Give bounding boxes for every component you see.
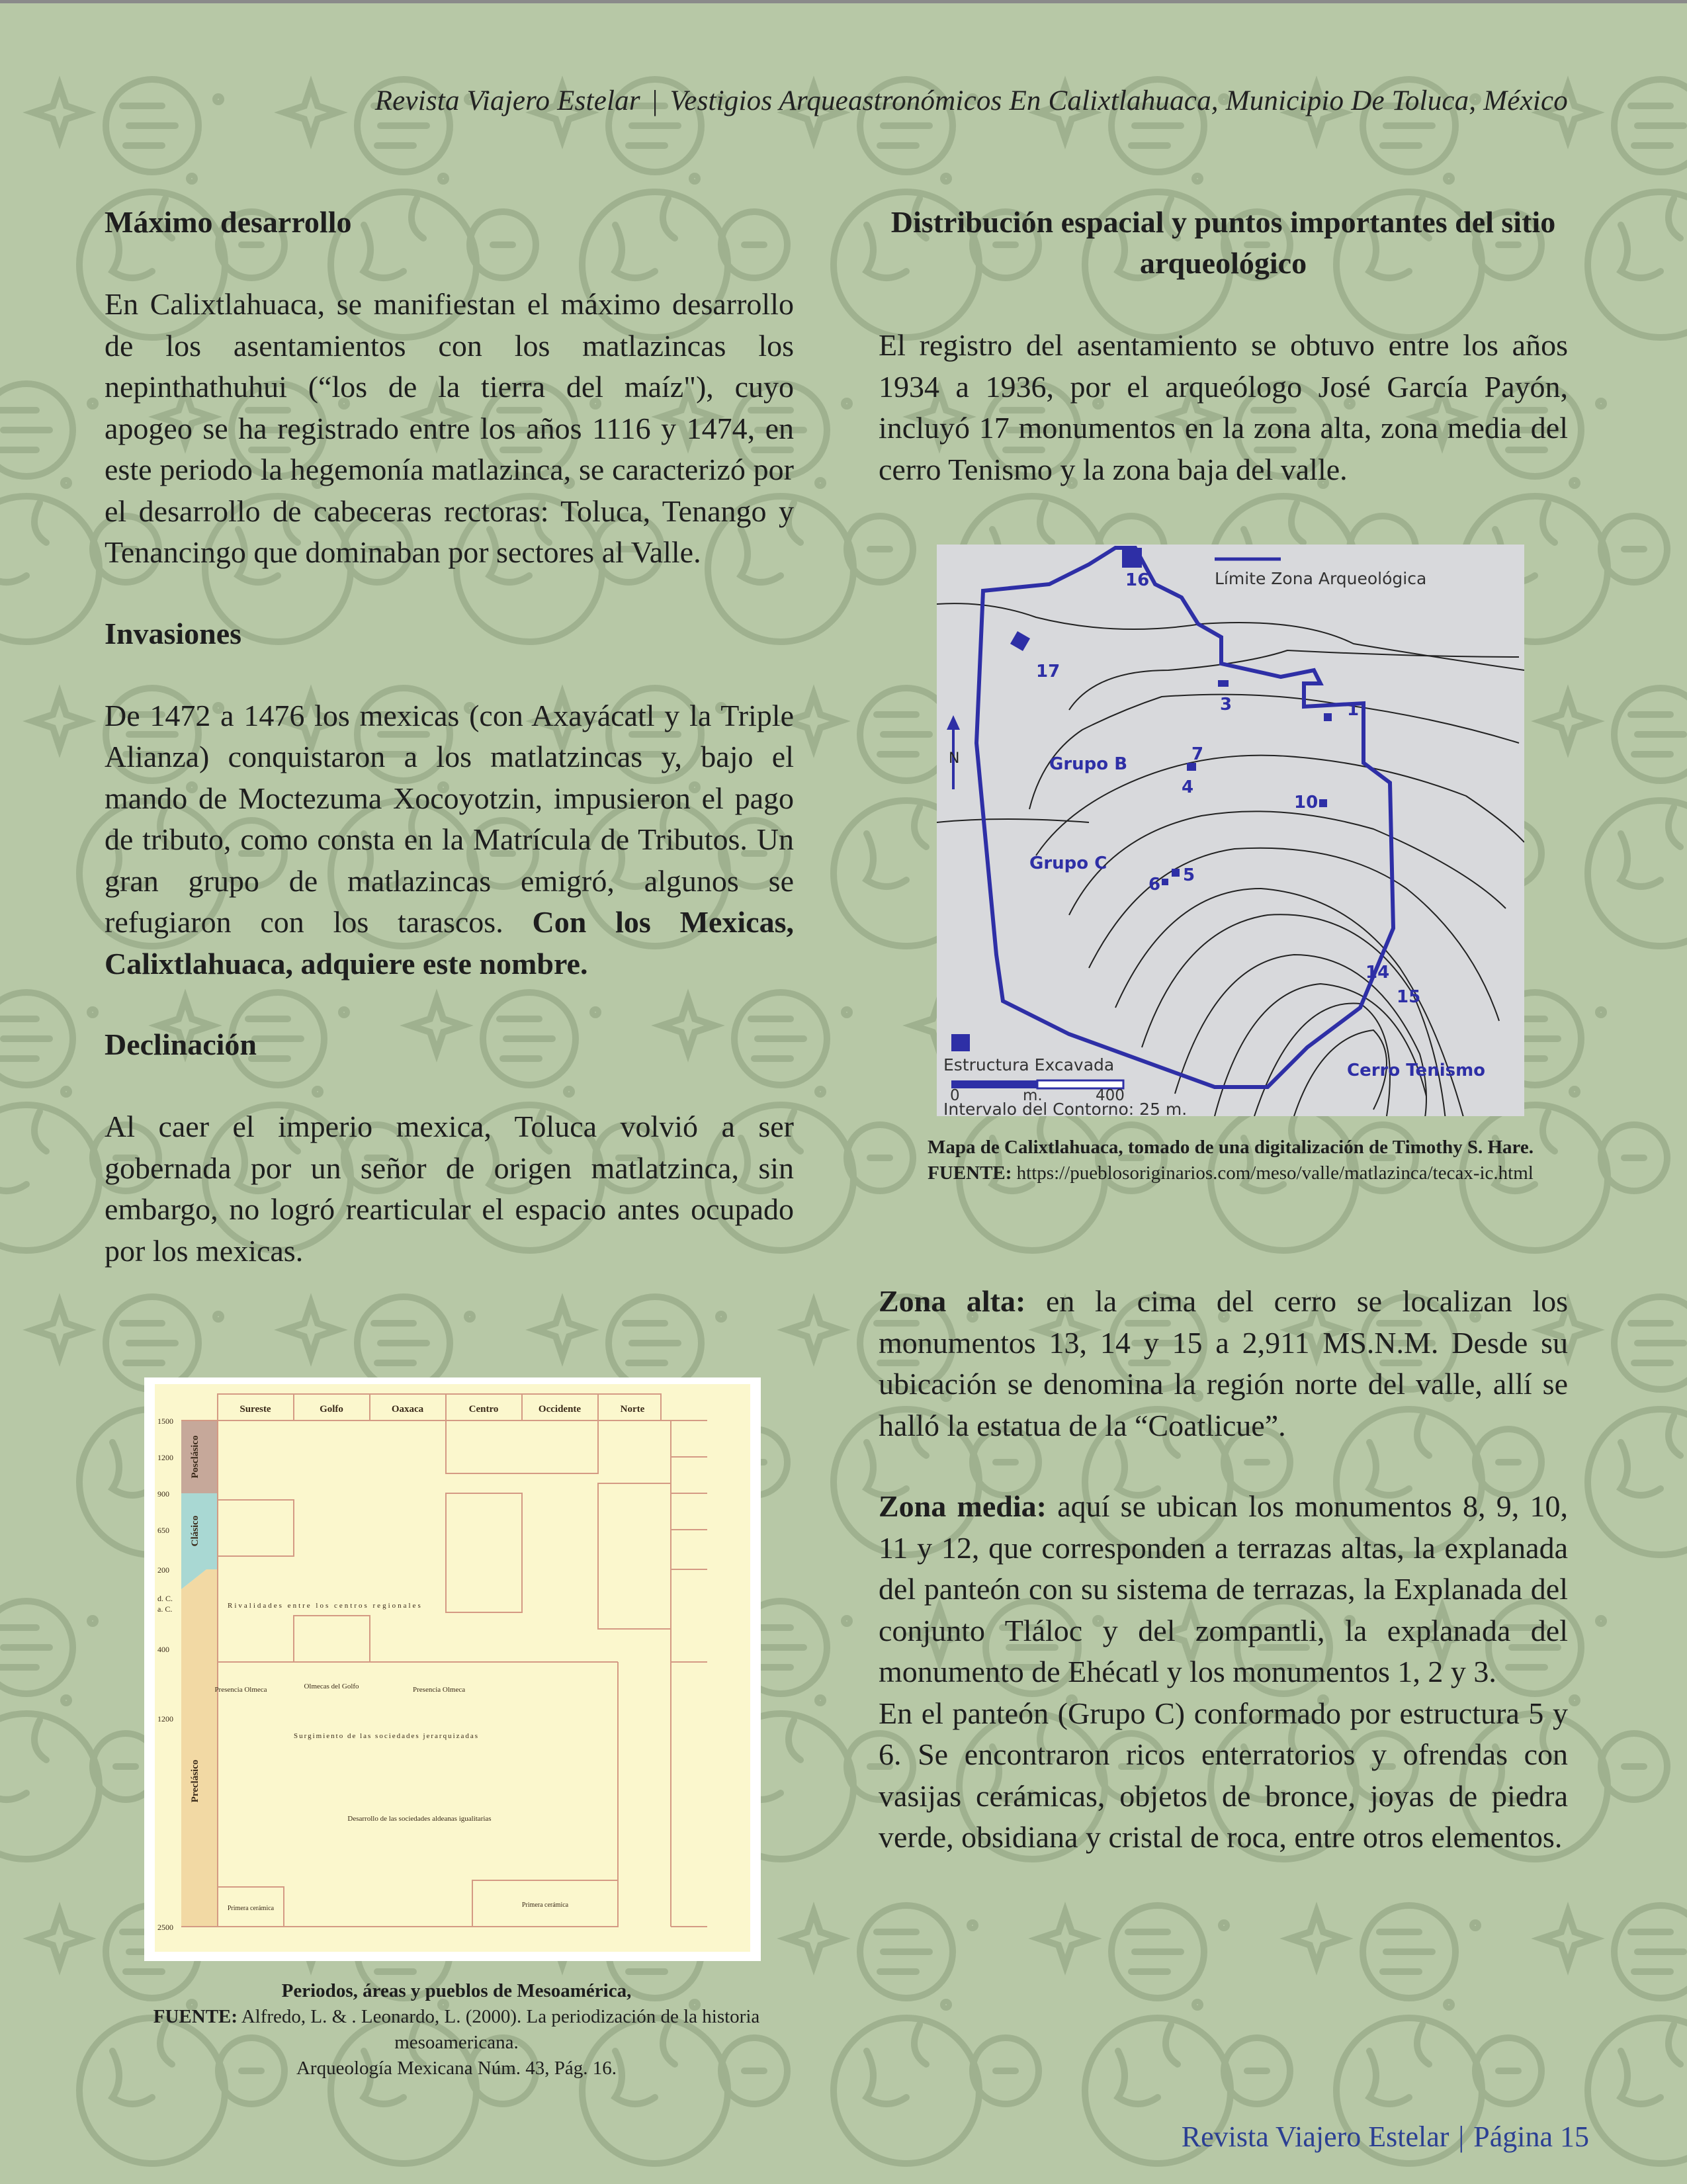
- paragraph-zona-alta: [879, 1281, 1568, 1446]
- paragraph-distribucion: El registro del asentamiento se obtuvo entre los años 1934 a 1936, por el arqueólogo José García Payón, incluyó 17 monumentos en la zona alta, zona media del cerro Tenismo y la zona baja del valle.: [879, 328, 1568, 486]
- legend-structure-marker: [951, 1034, 970, 1051]
- zona-media-label: Zona media:: [879, 1489, 1047, 1523]
- section-heading-invasiones: Invasiones: [105, 616, 242, 650]
- footer-separator: |: [1458, 2120, 1465, 2153]
- chart-col-sureste: Sureste: [239, 1404, 271, 1415]
- chart-tick-650: 650: [157, 1526, 169, 1535]
- north-arrow-head: [947, 715, 960, 730]
- map-label-7: 7: [1191, 744, 1204, 764]
- period-bar-preclasico: [181, 1569, 206, 1927]
- map-label-15: 15: [1397, 987, 1421, 1007]
- monument-marker: [1010, 631, 1030, 651]
- periods-chart-svg: [155, 1384, 750, 1952]
- figure-caption-periods: [126, 1978, 787, 2081]
- zona-alta-text: en la cima del cerro se localizan los monumentos 13, 14 y 15 a 2,911 MS.N.M. Desde su ubicación se denomina la región norte del valle, allí se halló la estatua de la “Coatlicue”.: [879, 1284, 1568, 1442]
- chart-tick-900: 900: [157, 1489, 169, 1499]
- monument-marker: [1324, 713, 1332, 721]
- right-column: [879, 202, 1568, 490]
- chart-tick-dc: d. C.: [157, 1594, 173, 1603]
- caption-source-periods: FUENTE: Alfredo, L. & . Leonardo, L. (2000). La periodización de la historia mesoamericana.: [153, 2006, 760, 2053]
- chart-tick-2500: 2500: [157, 1923, 173, 1932]
- map-label-17: 17: [1036, 662, 1060, 681]
- invasiones-text: De 1472 a 1476 los mexicas (con Axayácatl y la Triple Alianza) conquistaron a los matlatzincas y, bajo el mando de Moctezuma Xocoyotzin, impusieron el pago de tributo, como consta en la Matrícula de Tributos. Un gran grupo de matlazincas emigró, algunos se refugiaron con los tarascos.: [105, 698, 794, 939]
- chart-tick-1200-bc: 1200: [157, 1714, 173, 1724]
- paragraph-panteon: En el panteón (Grupo C) conformado por estructura 5 y 6. Se encontraron ricos enterratorios y ofrendas con vasijas cerámicas, objetos de bronce, joyas de piedra verde, obsidiana y cristal de roca, entre otros elementos.: [879, 1696, 1568, 1854]
- chart-label-desarrollo: Desarrollo de las sociedades aldeanas igualitarias: [347, 1815, 492, 1823]
- paragraph-maximo-desarrollo: En Calixtlahuaca, se manifiestan el máximo desarrollo de los asentamientos con los matlazincas los nepinthathuhui (“los de la tierra del maíz"), cuyo apogeo se ha registrado entre los años 1116 y 1474, en este periodo la hegemonía matlazinca, se caracterizó por el desarrollo de cabeceras rectoras: Toluca, Tenango y Tenancingo que dominaban por sectores al Valle.: [105, 287, 794, 569]
- header-magazine-name: Revista Viajero Estelar: [374, 85, 640, 116]
- map-label-5: 5: [1183, 865, 1195, 885]
- header-article-title: Vestigios Arqueastronómicos En Calixtlahuaca, Municipio De Toluca, México: [670, 85, 1568, 116]
- chart-label-presencia-olmeca-left: Presencia Olmeca: [214, 1686, 267, 1694]
- map-label-14: 14: [1365, 963, 1390, 983]
- map-label-6: 6: [1148, 875, 1161, 895]
- map-boundary-line: [976, 548, 1393, 1087]
- figure-mesoamerica-periods: [144, 1377, 761, 1961]
- chart-tick-400: 400: [157, 1645, 169, 1654]
- section-heading-distribucion: Distribución espacial y puntos importantes del sitio arqueológico: [890, 205, 1556, 280]
- caption-title-periods: Periodos, áreas y pueblos de Mesoamérica,: [281, 1980, 632, 2001]
- monument-marker: [1122, 548, 1142, 568]
- map-scale-end: 400: [1096, 1087, 1125, 1104]
- monument-marker: [1162, 879, 1168, 885]
- zona-media-text: aquí se ubican los monumentos 8, 9, 10, 11 y 12, que corresponden a terrazas altas, la explanada del panteón con su sistema de terrazas, la Explanada del conjunto Tláloc y del zompantli, la explanada del monumento de Ehécatl y los monumentos 1, 2 y 3.: [879, 1489, 1568, 1688]
- chart-tick-1200: 1200: [157, 1453, 173, 1462]
- map-label-4: 4: [1182, 777, 1194, 797]
- map-legend-limit: Límite Zona Arqueológica: [1215, 569, 1427, 588]
- monument-marker: [1319, 799, 1327, 807]
- map-label-1: 1: [1347, 700, 1360, 720]
- chart-label-surgimiento: Surgimiento de las sociedades jerarquizadas: [294, 1732, 480, 1740]
- chart-period-posclasico: Posclásico: [190, 1435, 200, 1479]
- chart-period-preclasico: Preclásico: [190, 1759, 200, 1803]
- right-column-zones: [879, 1281, 1568, 1858]
- left-column: [105, 202, 794, 1272]
- chart-label-rivalidades: Rivalidades entre los centros regionales: [228, 1602, 423, 1610]
- chart-label-primera-ceramica-right: Primera cerámica: [521, 1901, 569, 1909]
- header-separator: |: [652, 85, 658, 116]
- invasiones-bold-text: Con los Mexicas, Calixtlahuaca, adquiere este nombre.: [105, 905, 795, 981]
- monument-marker: [1218, 680, 1229, 687]
- map-label-10: 10: [1294, 793, 1319, 812]
- chart-col-golfo: Golfo: [320, 1404, 343, 1415]
- map-contour-interval: Intervalo del Contorno: 25 m.: [943, 1100, 1188, 1116]
- paragraph-declinacion: Al caer el imperio mexica, Toluca volvió a ser gobernada por un señor de origen matlatzinca, sin embargo, no logró rearticular el espacio antes ocupado por los mexicas.: [105, 1110, 794, 1268]
- chart-label-olmecas-golfo: Olmecas del Golfo: [304, 1682, 359, 1690]
- section-heading-maximo-desarrollo: Máximo desarrollo: [105, 205, 352, 239]
- paragraph-zona-media: [879, 1486, 1568, 1693]
- map-svg: [937, 545, 1524, 1116]
- figure-caption-map: [887, 1135, 1575, 1186]
- chart-label-presencia-olmeca-right: Presencia Olmeca: [413, 1686, 466, 1694]
- caption-title-map: Mapa de Calixtlahuaca, tomado de una digitalización de Timothy S. Hare.: [928, 1137, 1534, 1158]
- chart-col-centro: Centro: [468, 1404, 499, 1415]
- map-label-3: 3: [1220, 695, 1233, 715]
- caption-ref-periods: Arqueología Mexicana Núm. 43, Pág. 16.: [296, 2058, 617, 2079]
- paragraph-invasiones: [105, 695, 794, 985]
- zona-alta-label: Zona alta:: [879, 1284, 1026, 1318]
- monument-marker: [1172, 869, 1180, 877]
- section-heading-declinacion: Declinación: [105, 1027, 257, 1061]
- chart-col-occidente: Occidente: [538, 1404, 582, 1415]
- map-scale-start: 0: [950, 1087, 960, 1104]
- figure-calixtlahuaca-map: [937, 545, 1524, 1116]
- page-number: Página 15: [1473, 2120, 1589, 2153]
- chart-col-oaxaca: Oaxaca: [391, 1404, 424, 1415]
- chart-label-primera-ceramica-left: Primera cerámica: [227, 1905, 275, 1912]
- chart-tick-200: 200: [157, 1565, 169, 1575]
- map-label-grupo-c: Grupo C: [1029, 853, 1107, 873]
- map-legend-structure: Estructura Excavada: [943, 1055, 1115, 1074]
- running-footer: [1182, 2120, 1589, 2154]
- footer-magazine-name: Revista Viajero Estelar: [1181, 2120, 1449, 2153]
- map-label-16: 16: [1125, 570, 1150, 590]
- chart-tick-ac: a. C.: [157, 1604, 173, 1614]
- caption-source-link[interactable]: https://pueblosoriginarios.com/meso/valle/matlazinca/tecax-ic.html: [1016, 1162, 1534, 1184]
- map-scale-unit: m.: [1023, 1087, 1043, 1104]
- map-north-label: N: [949, 750, 960, 767]
- chart-col-norte: Norte: [620, 1404, 645, 1415]
- map-label-grupo-b: Grupo B: [1049, 754, 1128, 774]
- chart-period-clasico: Clásico: [190, 1515, 200, 1547]
- map-label-cerro-tenismo: Cerro Tenismo: [1347, 1061, 1486, 1080]
- periods-chart-image: [155, 1384, 750, 1952]
- running-header: [375, 85, 1568, 117]
- caption-source-map: FUENTE: https://pueblosoriginarios.com/meso/valle/matlazinca/tecax-ic.html: [928, 1162, 1534, 1184]
- chart-tick-1500: 1500: [157, 1417, 173, 1426]
